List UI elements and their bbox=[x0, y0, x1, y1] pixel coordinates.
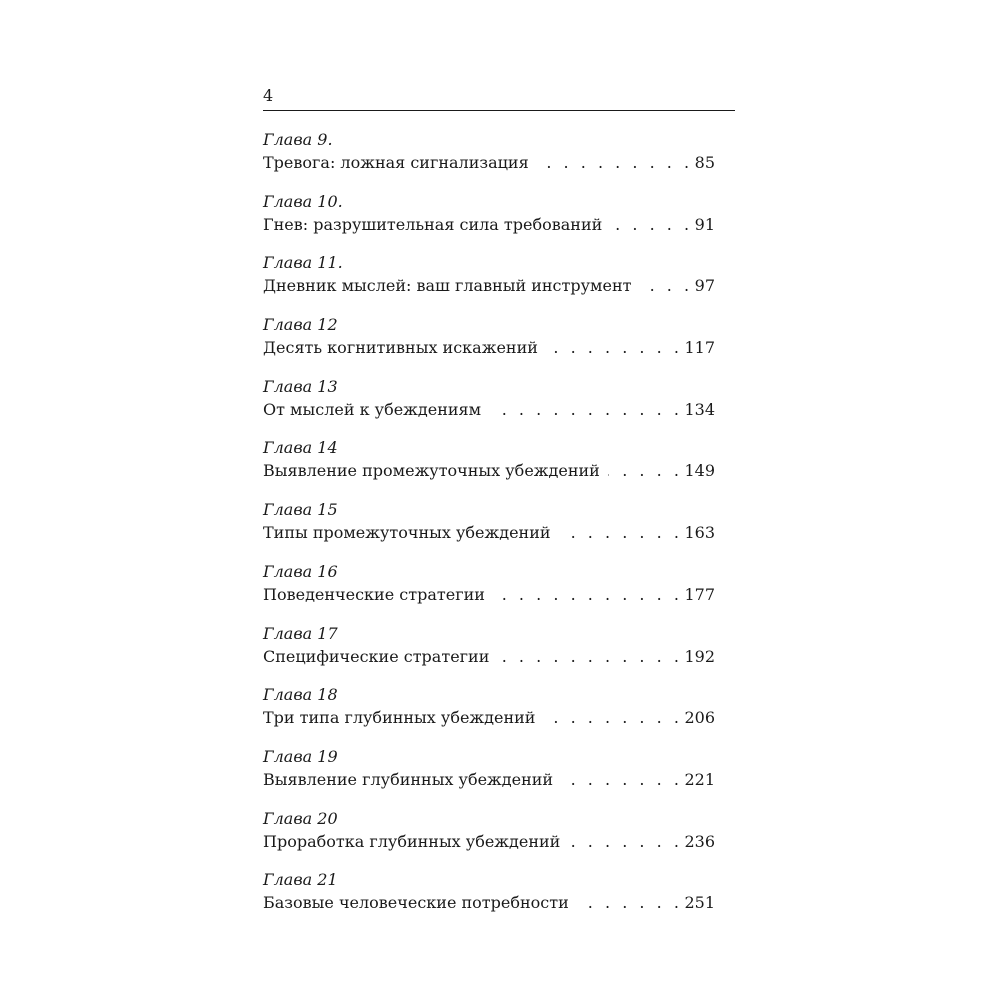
chapter-title: Тревога: ложная сигнализация bbox=[263, 153, 529, 172]
chapter-label: Глава 18 bbox=[263, 685, 338, 705]
toc-entry[interactable] bbox=[263, 253, 715, 315]
dot-leader bbox=[489, 399, 682, 421]
dot-leader bbox=[568, 831, 682, 853]
page-ref: 117 bbox=[684, 338, 715, 358]
toc-entry[interactable] bbox=[263, 624, 715, 686]
page-ref: 221 bbox=[684, 769, 715, 789]
dot-leader bbox=[546, 337, 683, 359]
chapter-label: Глава 17 bbox=[263, 623, 338, 643]
page-ref: 236 bbox=[684, 831, 715, 851]
chapter-title: Гнев: разрушительная сила требований bbox=[263, 214, 603, 234]
page-ref: 97 bbox=[694, 276, 715, 296]
chapter-title: Выявление глубинных убеждений bbox=[263, 769, 554, 789]
dot-leader bbox=[497, 646, 682, 668]
dot-leader bbox=[577, 892, 683, 914]
toc-title-line bbox=[263, 831, 715, 853]
dot-leader bbox=[608, 460, 683, 482]
page-ref: 192 bbox=[684, 646, 715, 666]
dot-leader bbox=[639, 275, 692, 297]
toc-entry[interactable] bbox=[263, 747, 715, 809]
chapter-title: От мыслей к убеждениям bbox=[263, 399, 482, 419]
toc-title-line bbox=[263, 214, 715, 236]
page-ref: 163 bbox=[684, 523, 715, 543]
chapter-label: Глава 19 bbox=[263, 746, 338, 766]
toc-entry[interactable] bbox=[263, 870, 715, 932]
toc-entry[interactable] bbox=[263, 809, 715, 871]
page-header bbox=[263, 86, 735, 111]
chapter-title: Выявление промежуточных убеждений bbox=[263, 461, 600, 481]
chapter-label: Глава 14 bbox=[263, 438, 338, 458]
toc-title-line bbox=[263, 892, 715, 914]
table-of-contents bbox=[263, 130, 715, 932]
dot-leader bbox=[493, 584, 683, 606]
chapter-title: Три типа глубинных убеждений bbox=[263, 708, 536, 728]
toc-title-line bbox=[263, 522, 715, 544]
chapter-title: Типы промежуточных убеждений bbox=[263, 523, 551, 543]
page-number: 4 bbox=[263, 86, 274, 105]
chapter-label: Глава 11. bbox=[263, 253, 343, 273]
dot-leader bbox=[559, 522, 683, 544]
toc-title-line bbox=[263, 399, 715, 421]
page-ref: 91 bbox=[694, 214, 715, 234]
chapter-label: Глава 12 bbox=[263, 315, 338, 335]
chapter-label: Глава 16 bbox=[263, 561, 338, 581]
chapter-label: Глава 10. bbox=[263, 191, 343, 211]
chapter-label: Глава 21 bbox=[263, 870, 338, 890]
toc-title-line bbox=[263, 275, 715, 297]
chapter-title: Проработка глубинных убеждений bbox=[263, 831, 561, 851]
chapter-label: Глава 13 bbox=[263, 376, 338, 396]
chapter-title: Дневник мыслей: ваш главный инструмент bbox=[263, 276, 632, 296]
dot-leader bbox=[610, 214, 692, 236]
toc-title-line bbox=[263, 337, 715, 359]
chapter-title: Поведенческие стратегии bbox=[263, 584, 485, 604]
header-rule bbox=[263, 110, 735, 111]
toc-title-line bbox=[263, 769, 715, 791]
page-ref: 177 bbox=[684, 584, 715, 604]
chapter-label: Глава 9. bbox=[263, 130, 333, 149]
toc-entry[interactable] bbox=[263, 192, 715, 254]
toc-entry[interactable] bbox=[263, 315, 715, 377]
toc-entry[interactable] bbox=[263, 130, 715, 192]
chapter-title: Специфические стратегии bbox=[263, 646, 490, 666]
toc-entry[interactable] bbox=[263, 685, 715, 747]
chapter-title: Базовые человеческие потребности bbox=[263, 893, 569, 913]
dot-leader bbox=[537, 152, 693, 174]
page-ref: 134 bbox=[684, 399, 715, 419]
dot-leader bbox=[543, 707, 682, 729]
toc-entry[interactable] bbox=[263, 438, 715, 500]
page-ref: 206 bbox=[684, 708, 715, 728]
toc-title-line bbox=[263, 646, 715, 668]
page-ref: 251 bbox=[684, 893, 715, 913]
toc-entry[interactable] bbox=[263, 500, 715, 562]
chapter-label: Глава 15 bbox=[263, 500, 338, 520]
toc-entry[interactable] bbox=[263, 377, 715, 439]
page-ref: 149 bbox=[684, 461, 715, 481]
chapter-title: Десять когнитивных искажений bbox=[263, 338, 538, 358]
page-ref: 85 bbox=[694, 153, 715, 172]
chapter-label: Глава 20 bbox=[263, 808, 338, 828]
dot-leader bbox=[561, 769, 682, 791]
toc-title-line bbox=[263, 584, 715, 606]
toc-entry[interactable] bbox=[263, 562, 715, 624]
toc-title-line bbox=[263, 707, 715, 729]
toc-title-line bbox=[263, 152, 715, 174]
toc-title-line bbox=[263, 460, 715, 482]
